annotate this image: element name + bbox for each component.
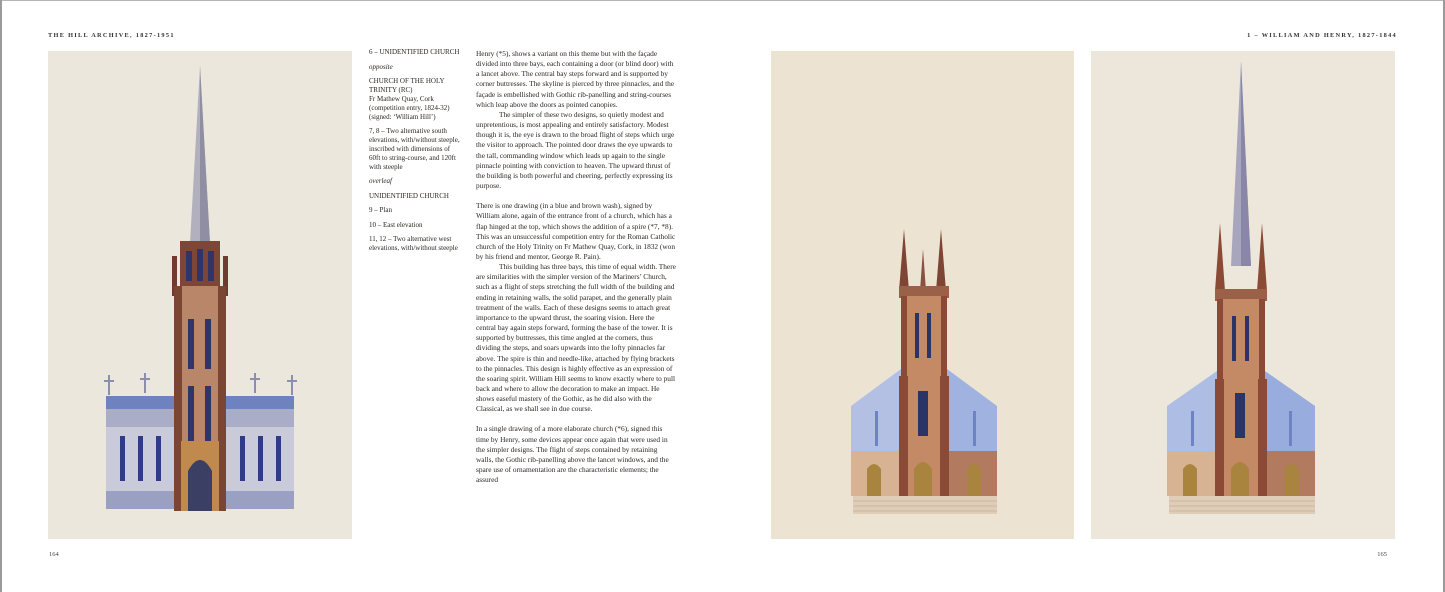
caption-holy-trinity [369, 77, 461, 122]
caption-holy-trinity-title: CHURCH OF THE HOLY TRINITY (RC) [369, 77, 445, 94]
plate-elevation-with-steeple [1091, 51, 1395, 539]
caption-fig-11-12: 11, 12 – Two alternative west elevations, with/without steeple [369, 235, 458, 253]
caption-fig-9: 9 – Plan [369, 206, 392, 215]
caption-unidentified-church: UNIDENTIFIED CHURCH [369, 191, 449, 200]
body-paragraph: The simpler of these two designs, so quietly modest and unpretentious, is most appealing and entirely satisfactory. Modest though it is, the eye is drawn to the broad flight of steps which urge the visitor to approach. The pointed door draws the eye upwards to the tall, commanding window which leads up again to the single pinnacle pointing with conviction to heaven. The upward thrust of the building is both powerful and cheering, perfectly expressing its purpose. [476, 109, 675, 191]
body-paragraph: Henry (*5), shows a variant on this theme but with the façade divided into three bays, each containing a door (or blind door) with a lancet above. The central bay steps forward and is supported by corner buttresses. The skyline is pierced by three pinnacles, and the façade is embellished with Gothic rib-panelling and string-courses which leap above the doors as pointed canopies. [476, 49, 675, 109]
running-head-right: 1 – WILLIAM AND HENRY, 1827-1844 [1247, 32, 1397, 39]
church-illustration [771, 51, 1074, 539]
body-text-column [476, 49, 676, 485]
church-illustration [1091, 51, 1395, 539]
plate-elevation-without-steeple [771, 51, 1074, 539]
plate-holy-trinity-drawing [48, 51, 352, 539]
page-left-edge [0, 0, 2, 592]
body-paragraph: There is one drawing (in a blue and brown wash), signed by William alone, again of the entrance front of a church, which has a flap hinged at the top, which shows the addition of a spire (*7, *8). This was an unsuccessful competition entry for the Roman Catholic church of the Holy Trinity on Fr Mathew Quay, Cork, in 1832 (won by his friend and mentor, George R. Pain). [476, 201, 676, 261]
page-number-left: 164 [49, 551, 59, 558]
body-paragraph: This building has three bays, this time of equal width. There are similarities with the simpler version of the Mariners’ Church, such as a flight of steps stretching the full width of the building and ending in retaining walls, the solid parapet, and the generally plain treatment of the walls. Each of these designs seems to attach great importance to the upward thrust, the soaring vision. Here the central bay again steps forward, forming the base of the tower. It is supported by buttresses, this time angled at the corners, thus dividing the steps, and soars upwards into the lofty pinnacles far above. The spire is thin and needle-like, attached by flying brackets to the pinnacles. This design is highly effective as an expression of the soaring spirit. William Hill seems to know exactly where to pull back and where to allow the decoration to make an impact. He shows easeful mastery of the Gothic, as he did also with the Classical, as we shall see in due course. [476, 262, 676, 414]
body-paragraph: In a single drawing of a more elaborate church (*6), signed this time by Henry, some devices appear once again that were used in the simpler designs. The flight of steps contained by retaining walls, the Gothic rib-panelling above the lancet windows, and the spare use of ornamentation are the characteristic elements; the assured [476, 424, 669, 485]
page-number-right: 165 [1377, 551, 1387, 558]
caption-fig-6: 6 – UNIDENTIFIED CHURCH [369, 48, 460, 56]
caption-opposite: opposite [369, 62, 393, 71]
running-head-left: THE HILL ARCHIVE, 1827-1951 [48, 32, 175, 39]
caption-competition: (competition entry, 1824-32) [369, 103, 450, 112]
caption-signature: (signed: ‘William Hill’) [369, 112, 436, 121]
caption-column [369, 48, 461, 259]
caption-location: Fr Mathew Quay, Cork [369, 94, 434, 103]
page-top-edge [0, 0, 1445, 1]
caption-overleaf: overleaf [369, 177, 392, 186]
caption-fig-10: 10 – East elevation [369, 220, 423, 229]
church-illustration [48, 51, 352, 539]
caption-fig-7-8: 7, 8 – Two alternative south elevations, with/without steeple, inscribed with dimensions of 60ft to string-course, and 120ft with steeple [369, 127, 460, 171]
